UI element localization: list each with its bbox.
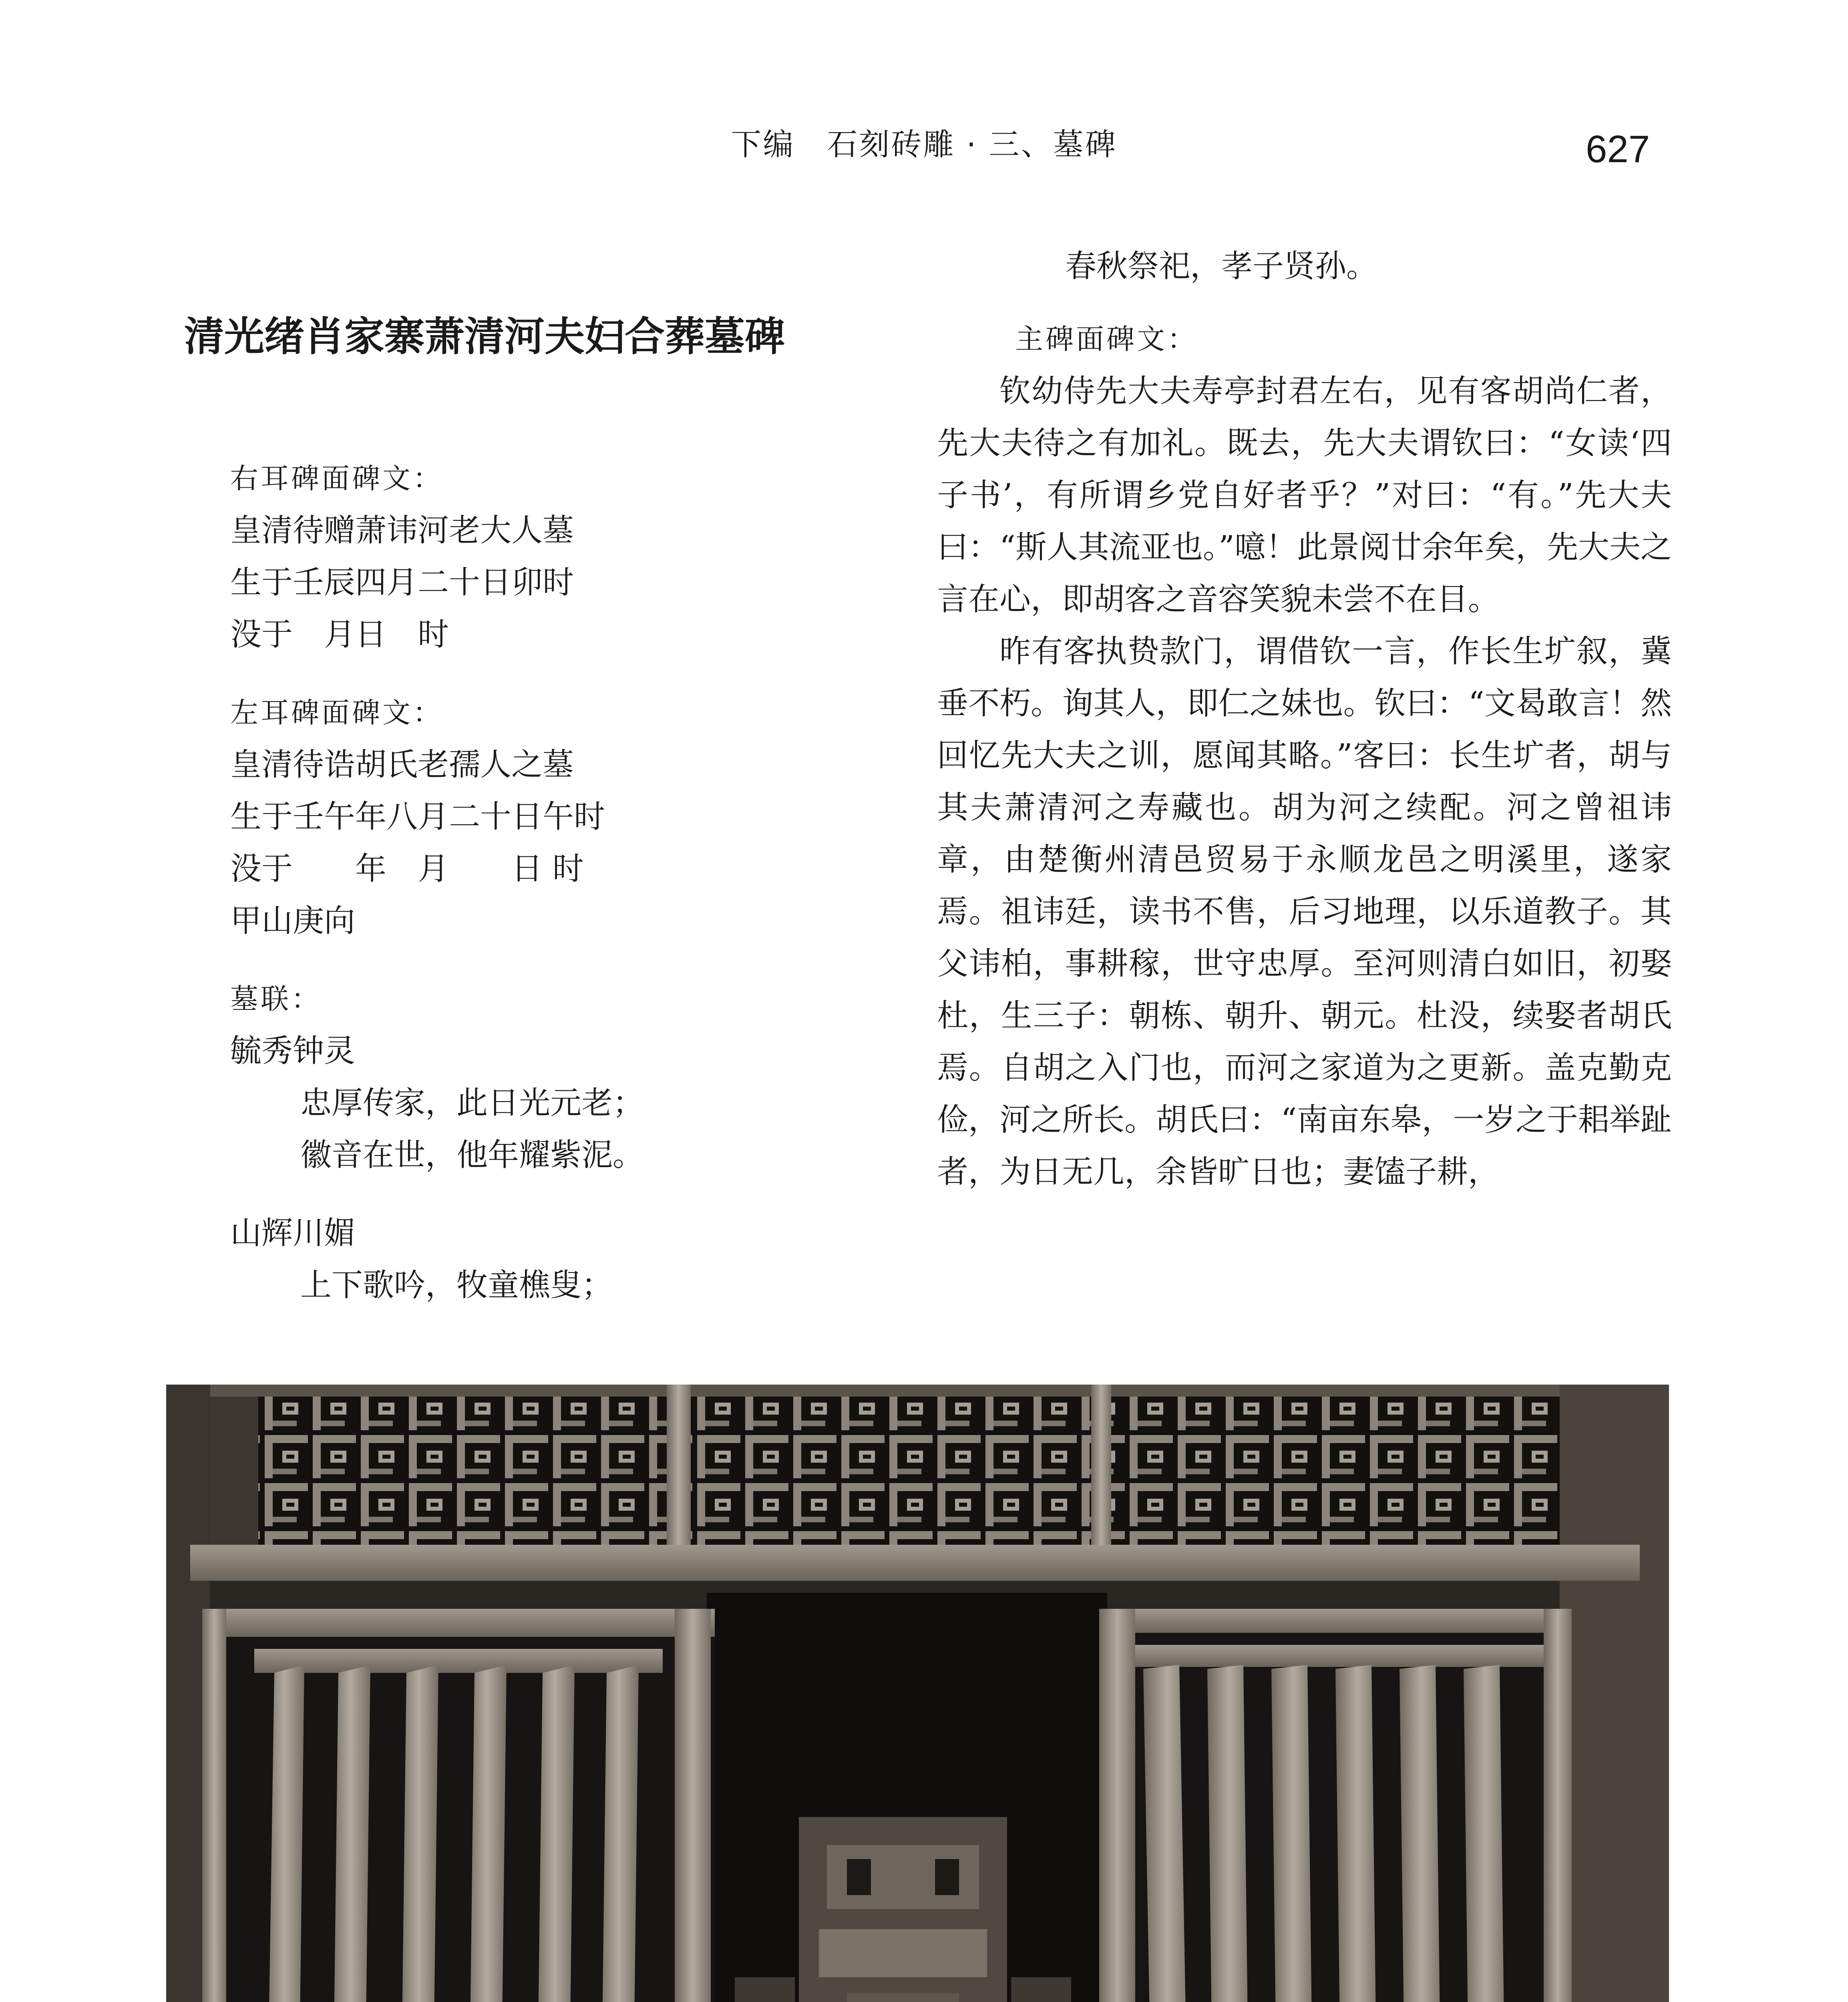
- couplet-line: 上下歌吟，牧童樵叟；: [300, 1267, 613, 1303]
- right-column: [937, 240, 1672, 1198]
- inscription-paragraph: 昨有客执贽款门，谓借钦一言，作长生圹叙，冀垂不朽。询其人，即仁之妹也。钦曰：“文曷敢言！然回忆先大夫之训，愿闻其略。”客曰：长生圹者，胡与其夫萧清河之寿藏也。胡为河之续配。河之曾祖讳章，由楚衡州清邑贸易于永顺龙邑之明溪里，遂家焉。祖讳廷，读书不售，后习地理，以乐道教子。其父讳柏，事耕稼，世守忠厚。至河则清白如旧，初娶杜，生三子：朝栋、朝升、朝元。杜没，续娶者胡氏焉。自胡之入门也，而河之家道为之更新。盖克勤克俭，河之所长。胡氏曰：“南亩东皋，一岁之于耜举趾者，为日无几，余皆旷日也；妻馌子耕，: [937, 633, 1672, 1190]
- couplet-continuation: 春秋祭祀，孝子贤孙。: [1065, 248, 1378, 284]
- couplet-line: 徽音在世，他年耀紫泥。: [300, 1137, 644, 1173]
- right-ear-heading: 右耳碑面碑文：: [230, 462, 443, 495]
- left-ear-line: 甲山庚向: [230, 903, 356, 939]
- main-inscription-heading: 主碑面碑文：: [1015, 323, 1198, 356]
- inscription-paragraph: 钦幼侍先大夫寿亭封君左右，见有客胡尚仁者，先大夫待之有加礼。既去，先大夫谓钦曰：“女读‘四子书’，有所谓乡党自好者乎？”对曰：“有。”先大夫曰：“斯人其流亚也。”噫！此景阅廿余年矣，先大夫之言在心，即胡客之音容笑貌未尝不在目。: [937, 373, 1672, 617]
- left-ear-line: 没于 年 月 日 时: [230, 851, 584, 887]
- left-column: [230, 452, 951, 1311]
- right-ear-line: 没于 月日 时: [230, 617, 449, 653]
- right-ear-line: 皇清待赠萧讳河老大人墓: [230, 513, 574, 549]
- page-number: 627: [1586, 128, 1650, 171]
- left-ear-heading: 左耳碑面碑文：: [230, 696, 443, 729]
- tomb-house-photo: [166, 1385, 1669, 2002]
- couplet-title: 毓秀钟灵: [230, 1033, 356, 1069]
- left-ear-line: 生于壬午年八月二十日午时: [230, 799, 605, 835]
- couplet-line: 忠厚传家，此日光元老；: [300, 1085, 644, 1121]
- article-title: 清光绪肖家寨萧清河夫妇合葬墓碑: [184, 313, 785, 360]
- photo-drawing: [166, 1385, 1669, 2002]
- couplet-heading: 墓联：: [230, 983, 322, 1015]
- couplet-title: 山辉川媚: [230, 1215, 356, 1251]
- right-ear-line: 生于壬辰四月二十日卯时: [230, 565, 574, 601]
- left-ear-line: 皇清待诰胡氏老孺人之墓: [230, 747, 574, 783]
- running-head: 下编 石刻砖雕 · 三、墓碑: [731, 127, 1117, 162]
